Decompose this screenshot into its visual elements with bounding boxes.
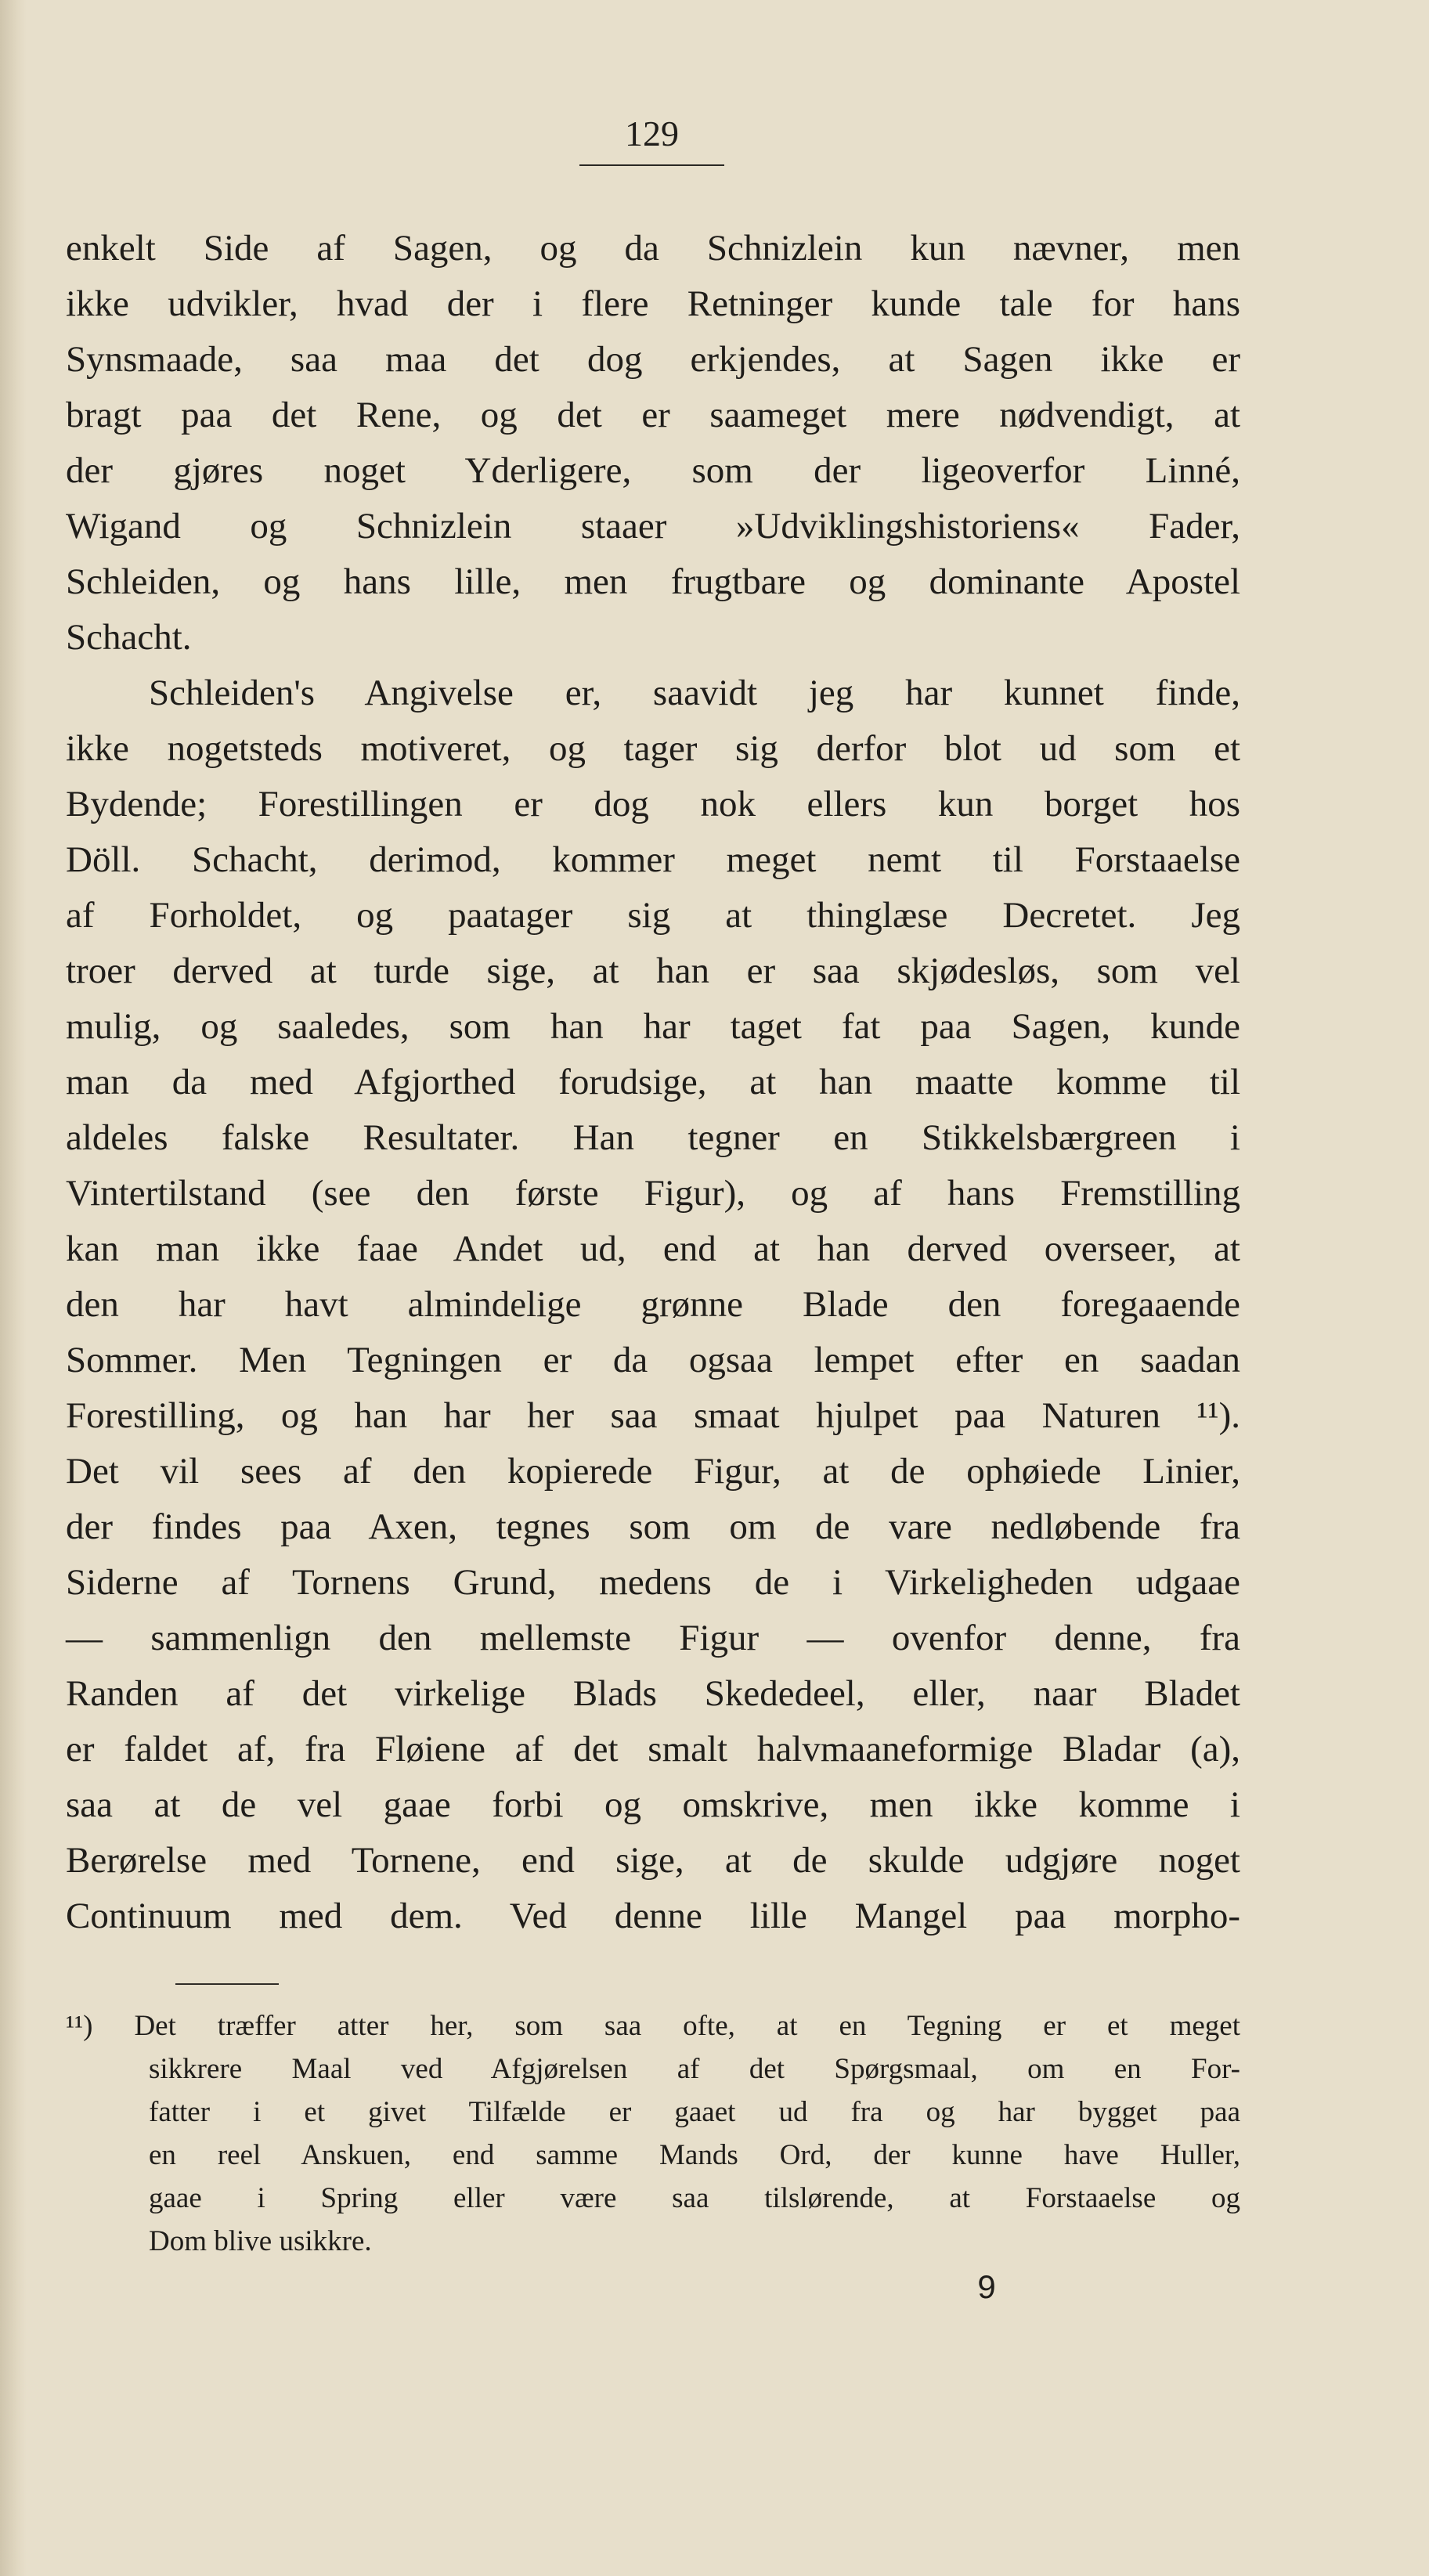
footnote-line: Dom blive usikkre.: [149, 2225, 372, 2257]
body-line: mulig, og saaledes, som han har taget fat paa Sagen, kunde: [66, 1006, 1240, 1047]
body-line: Sommer. Men Tegningen er da ogsaa lempet efter en saadan: [66, 1340, 1240, 1380]
body-line: er faldet af, fra Fløiene af det smalt halvmaaneformige Bladar (a),: [66, 1729, 1240, 1770]
body-line: Randen af det virkelige Blads Skededeel, eller, naar Bladet: [66, 1673, 1240, 1714]
body-line: Vintertilstand (see den første Figur), og af hans Fremstilling: [66, 1173, 1240, 1214]
body-line: Schleiden, og hans lille, men frugtbare og dominante Apostel: [66, 561, 1240, 602]
body-line: Döll. Schacht, derimod, kommer meget nemt til Forstaaelse: [66, 839, 1240, 880]
body-line: kan man ikke faae Andet ud, end at han derved overseer, at: [66, 1228, 1240, 1269]
footnote-line: en reel Anskuen, end samme Mands Ord, der kunne have Huller,: [149, 2139, 1240, 2171]
page-number-rule: [579, 164, 724, 166]
body-line: Forestilling, og han har her saa smaat hjulpet paa Naturen ¹¹).: [66, 1395, 1240, 1436]
body-line: Det vil sees af den kopierede Figur, at de ophøiede Linier,: [66, 1451, 1240, 1492]
page-number: 129: [625, 114, 679, 153]
footnote-rule: [175, 1983, 279, 1985]
body-line: der gjøres noget Yderligere, som der ligeoverfor Linné,: [66, 450, 1240, 491]
body-line: Schacht.: [66, 617, 192, 658]
body-line: — sammenlign den mellemste Figur — ovenfor denne, fra: [66, 1618, 1240, 1658]
body-line: aldeles falske Resultater. Han tegner en Stikkelsbærgreen i: [66, 1117, 1240, 1158]
body-line: af Forholdet, og paatager sig at thinglæse Decretet. Jeg: [66, 895, 1240, 936]
body-line: man da med Afgjorthed forudsige, at han maatte komme til: [66, 1062, 1240, 1102]
body-line: troer derved at turde sige, at han er saa skjødesløs, som vel: [66, 951, 1240, 991]
footnote-line: gaae i Spring eller være saa tilslørende, at Forstaaelse og: [149, 2182, 1240, 2214]
body-line: Continuum med dem. Ved denne lille Mangel paa morpho-: [66, 1896, 1240, 1936]
body-line: ikke udvikler, hvad der i flere Retninger kunde tale for hans: [66, 283, 1240, 324]
footnote-line: ¹¹) Det træffer atter her, som saa ofte, at en Tegning er et meget: [66, 2010, 1240, 2042]
footnote-line: fatter i et givet Tilfælde er gaaet ud fra og har bygget paa: [149, 2096, 1240, 2128]
signature-mark: 9: [977, 2268, 996, 2305]
body-line: Schleiden's Angivelse er, saavidt jeg har kunnet finde,: [149, 673, 1240, 713]
body-text: [66, 221, 1240, 1944]
body-line: ikke nogetsteds motiveret, og tager sig derfor blot ud som et: [66, 728, 1240, 769]
body-line: Siderne af Tornens Grund, medens de i Virkeligheden udgaae: [66, 1562, 1240, 1603]
body-line: saa at de vel gaae forbi og omskrive, men ikke komme i: [66, 1784, 1240, 1825]
footnote-line: sikkrere Maal ved Afgjørelsen af det Spørgsmaal, om en For-: [149, 2053, 1240, 2085]
body-line: Berørelse med Tornene, end sige, at de skulde udgjøre noget: [66, 1840, 1240, 1881]
body-line: Synsmaade, saa maa det dog erkjendes, at Sagen ikke er: [66, 339, 1240, 380]
body-line: den har havt almindelige grønne Blade den foregaaende: [66, 1284, 1240, 1325]
footnote: [66, 2004, 1240, 2263]
body-line: der findes paa Axen, tegnes som om de vare nedløbende fra: [66, 1506, 1240, 1547]
body-line: bragt paa det Rene, og det er saameget mere nødvendigt, at: [66, 395, 1240, 435]
body-line: Wigand og Schnizlein staaer »Udviklingshistoriens« Fader,: [66, 506, 1240, 547]
page-binding-edge: [0, 0, 27, 2576]
body-line: Bydende; Forestillingen er dog nok ellers kun borget hos: [66, 784, 1240, 824]
body-line: enkelt Side af Sagen, og da Schnizlein kun nævner, men: [66, 228, 1240, 269]
